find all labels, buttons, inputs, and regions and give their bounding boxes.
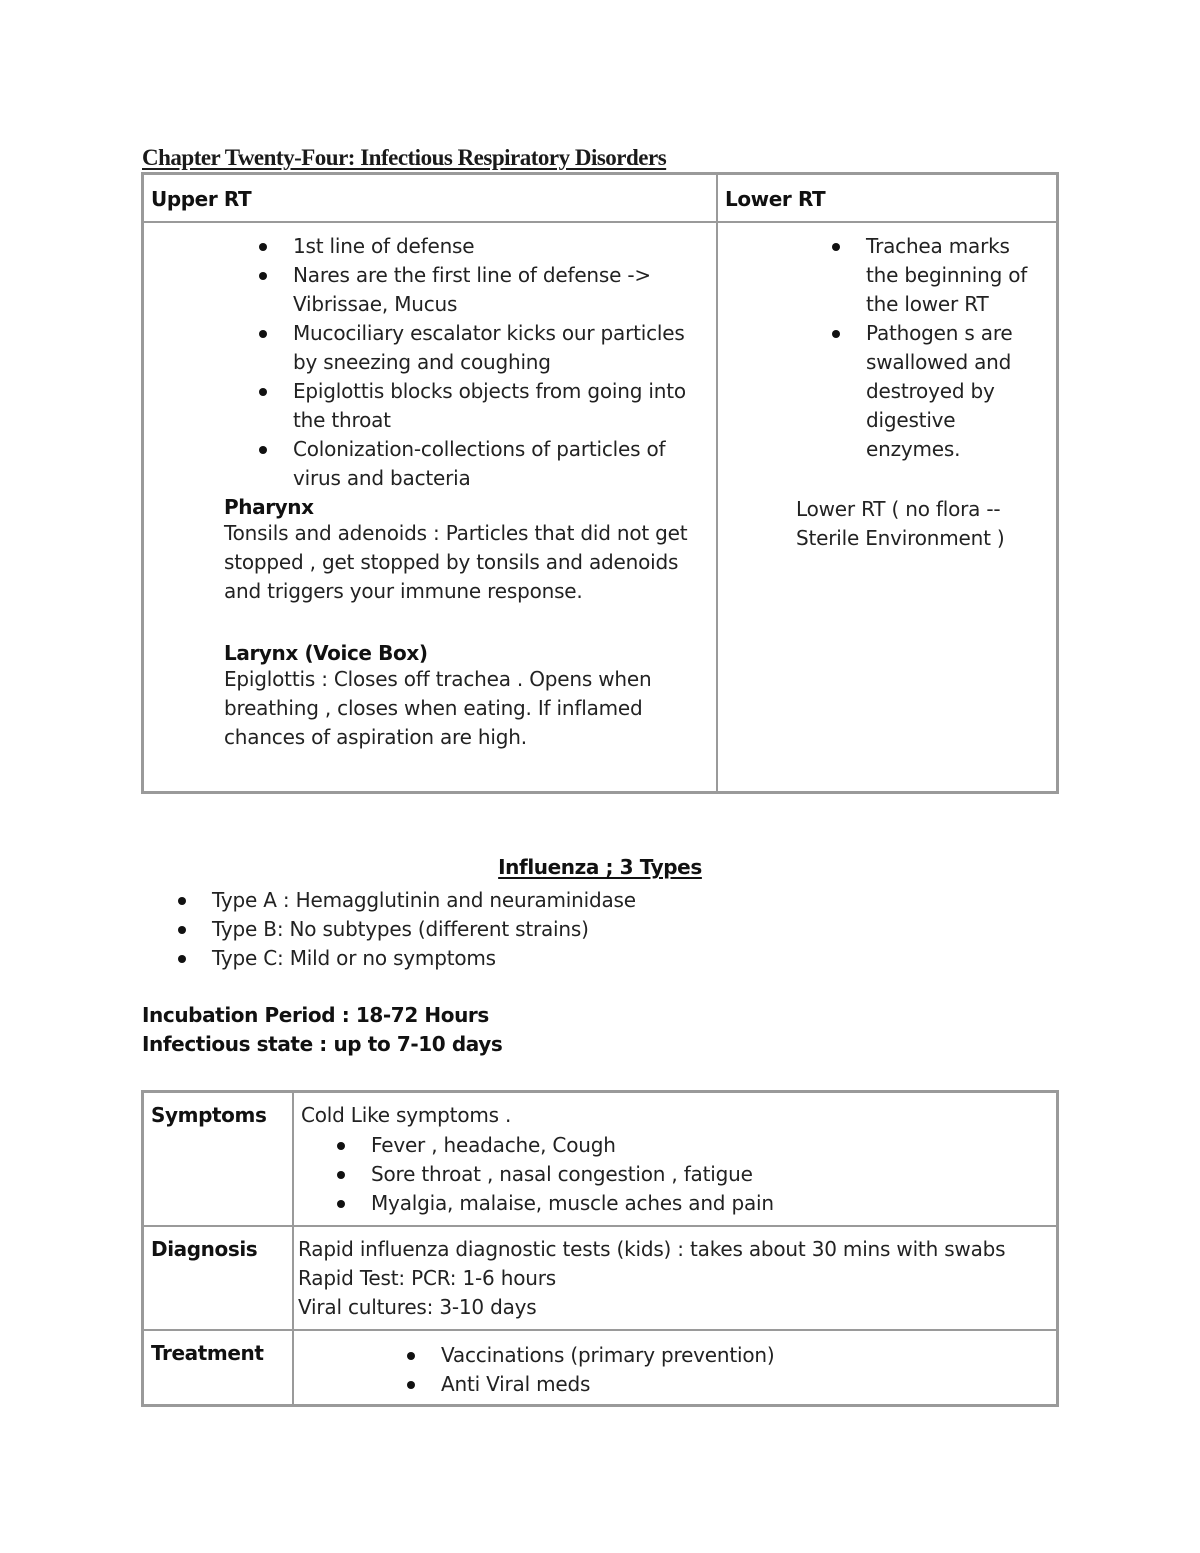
- header-divider: [144, 221, 1056, 223]
- symptoms-list: [371, 1131, 1031, 1218]
- diagnosis-label: Diagnosis: [151, 1237, 258, 1261]
- larynx-section: [224, 641, 694, 752]
- influenza-types-list: [212, 886, 912, 973]
- diagnosis-text: [298, 1235, 1058, 1322]
- treatment-label: Treatment: [151, 1341, 264, 1365]
- larynx-text: Epiglottis : Closes off trachea . Opens when breathing , closes when eating. If inflamed chances of aspiration are high.: [224, 667, 652, 749]
- chapter-title: Chapter Twenty-Four: Infectious Respiratory Disorders: [142, 145, 667, 170]
- list-item: Colonization-collections of particles of virus and bacteria: [293, 435, 693, 493]
- respiratory-tract-table: [141, 172, 1059, 794]
- list-item: Epiglottis blocks objects from going into the throat: [293, 377, 693, 435]
- infectious-state: Infectious state : up to 7-10 days: [142, 1032, 503, 1056]
- list-item: Trachea marks the beginning of the lower RT: [866, 232, 1036, 319]
- larynx-heading: Larynx (Voice Box): [224, 641, 428, 665]
- influenza-info-table: [141, 1090, 1059, 1407]
- list-item: Vaccinations (primary prevention): [441, 1341, 1001, 1370]
- upper-rt-header: Upper RT: [151, 187, 252, 211]
- lower-rt-note: Lower RT ( no flora -- Sterile Environment ): [796, 497, 1005, 550]
- upper-rt-bullet-list: [293, 232, 693, 493]
- influenza-title: Influenza ; 3 Types: [498, 855, 702, 879]
- list-item: Anti Viral meds: [441, 1370, 1001, 1399]
- diagnosis-line: Rapid influenza diagnostic tests (kids) : takes about 30 mins with swabs: [298, 1237, 1006, 1261]
- list-item: 1st line of defense: [293, 232, 693, 261]
- list-item: Myalgia, malaise, muscle aches and pain: [371, 1189, 1031, 1218]
- diagnosis-line: Rapid Test: PCR: 1-6 hours: [298, 1266, 556, 1290]
- pharynx-text: Tonsils and adenoids : Particles that did not get stopped , get stopped by tonsils and adenoids and triggers your immune response.: [224, 521, 688, 603]
- symptoms-intro: Cold Like symptoms .: [301, 1103, 512, 1127]
- lower-rt-header: Lower RT: [725, 187, 826, 211]
- list-item: Sore throat , nasal congestion , fatigue: [371, 1160, 1031, 1189]
- list-item: Type C: Mild or no symptoms: [212, 944, 912, 973]
- pharynx-section: [224, 495, 704, 606]
- incubation-period: Incubation Period : 18-72 Hours: [142, 1003, 489, 1027]
- row-divider: [144, 1225, 1056, 1227]
- symptoms-label: Symptoms: [151, 1103, 267, 1127]
- list-item: Mucociliary escalator kicks our particles by sneezing and coughing: [293, 319, 693, 377]
- list-item: Type A : Hemagglutinin and neuraminidase: [212, 886, 912, 915]
- pharynx-heading: Pharynx: [224, 495, 314, 519]
- list-item: Nares are the first line of defense -> Vibrissae, Mucus: [293, 261, 693, 319]
- lower-rt-bullet-list: [866, 232, 1036, 464]
- column-divider: [716, 175, 718, 791]
- row-divider: [144, 1329, 1056, 1331]
- list-item: Pathogen s are swallowed and destroyed by digestive enzymes.: [866, 319, 1036, 464]
- treatment-list: [441, 1341, 1001, 1399]
- list-item: Fever , headache, Cough: [371, 1131, 1031, 1160]
- diagnosis-line: Viral cultures: 3-10 days: [298, 1295, 537, 1319]
- column-divider: [292, 1093, 294, 1404]
- list-item: Type B: No subtypes (different strains): [212, 915, 912, 944]
